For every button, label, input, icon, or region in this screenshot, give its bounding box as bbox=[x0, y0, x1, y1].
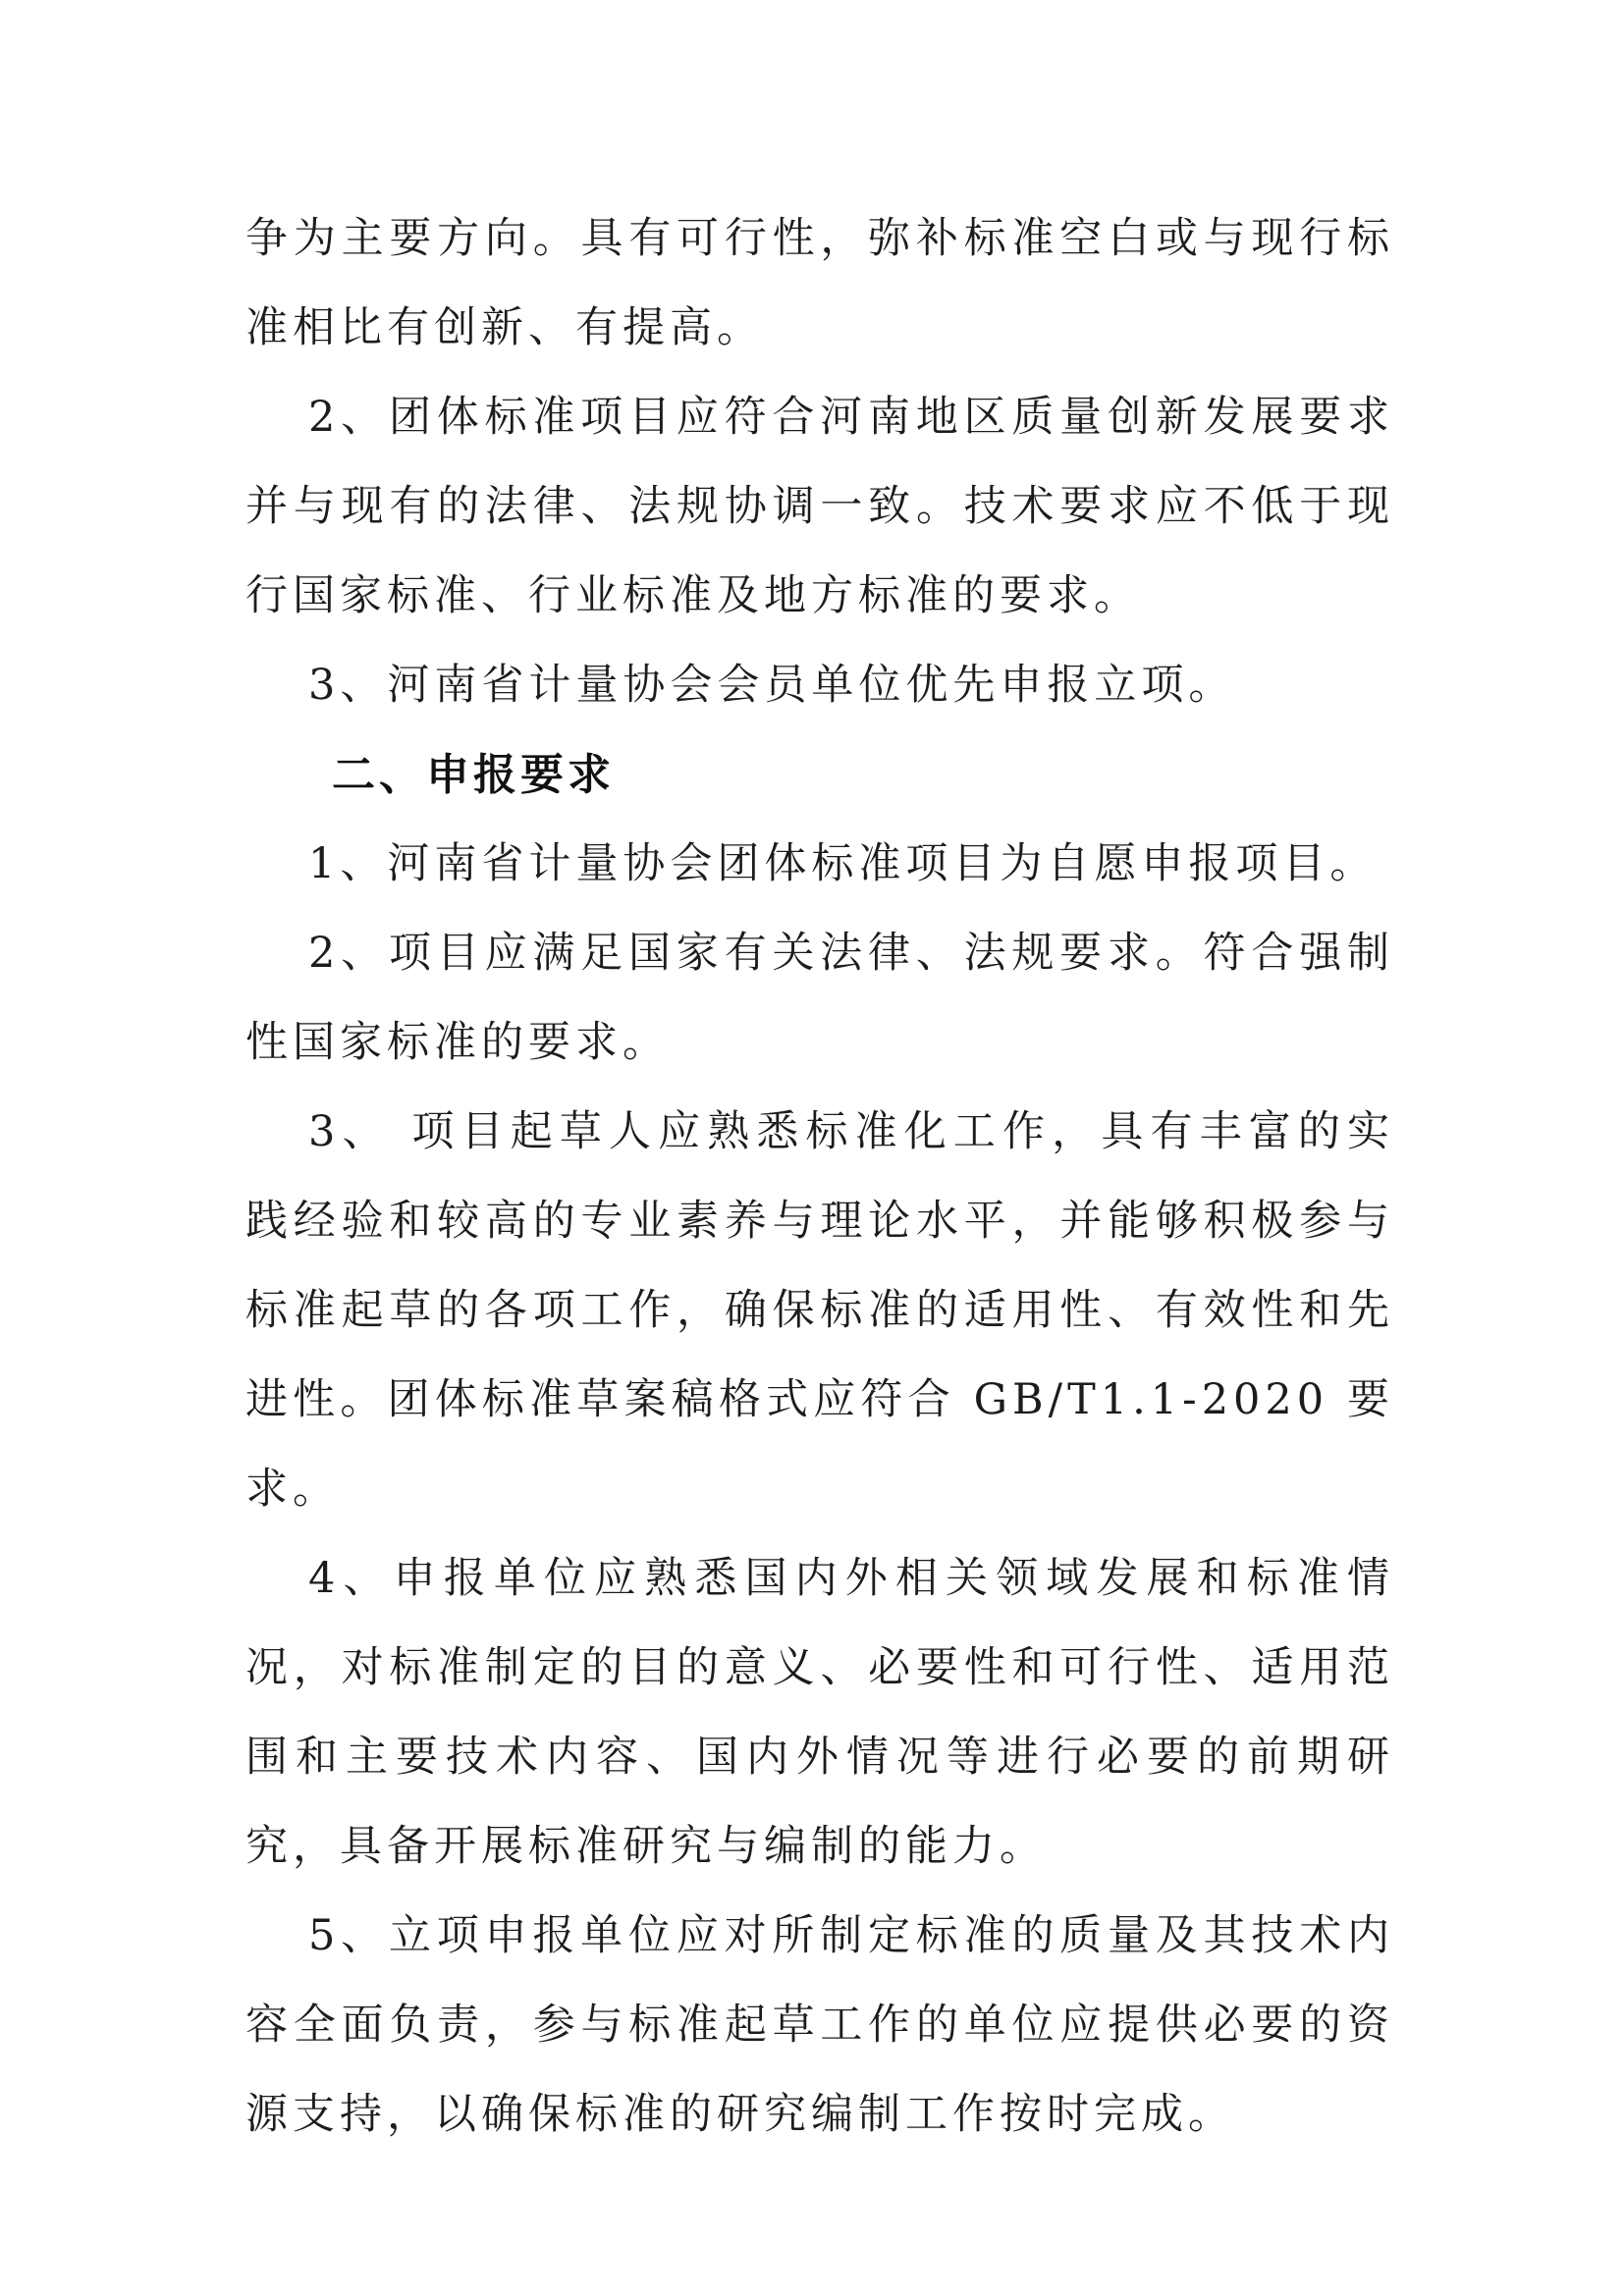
document-body bbox=[245, 194, 1394, 2160]
requirement-item-1: 1、河南省计量协会团体标准项目为自愿申报项目。 bbox=[308, 839, 1378, 888]
paragraph-continuation: 争为主要方向。具有可行性，弥补标准空白或与现行标准相比有创新、有提高。 bbox=[245, 214, 1394, 352]
paragraph-item-3: 3、河南省计量协会会员单位优先申报立项。 bbox=[308, 661, 1236, 710]
paragraph-item-2: 2、团体标准项目应符合河南地区质量创新发展要求并与现有的法律、法规协调一致。技术要求应不低于现行国家标准、行业标准及地方标准的要求。 bbox=[245, 393, 1394, 620]
requirement-item-3: 3、 项目起草人应熟悉标准化工作，具有丰富的实践经验和较高的专业素养与理论水平，并能够积极参与标准起草的各项工作，确保标准的适用性、有效性和先进性。团体标准草案稿格式应符合 GB/T1.1-2020 要求。 bbox=[245, 1107, 1394, 1514]
section-heading: 二、申报要求 bbox=[332, 750, 615, 800]
requirement-item-2: 2、项目应满足国家有关法律、法规要求。符合强制性国家标准的要求。 bbox=[245, 929, 1394, 1067]
requirement-item-5: 5、立项申报单位应对所制定标准的质量及其技术内容全面负责，参与标准起草工作的单位应提供必要的资源支持，以确保标准的研究编制工作按时完成。 bbox=[245, 1911, 1394, 2139]
requirement-item-4: 4、申报单位应熟悉国内外相关领域发展和标准情况，对标准制定的目的意义、必要性和可行性、适用范围和主要技术内容、国内外情况等进行必要的前期研究，具备开展标准研究与编制的能力。 bbox=[245, 1554, 1394, 1871]
